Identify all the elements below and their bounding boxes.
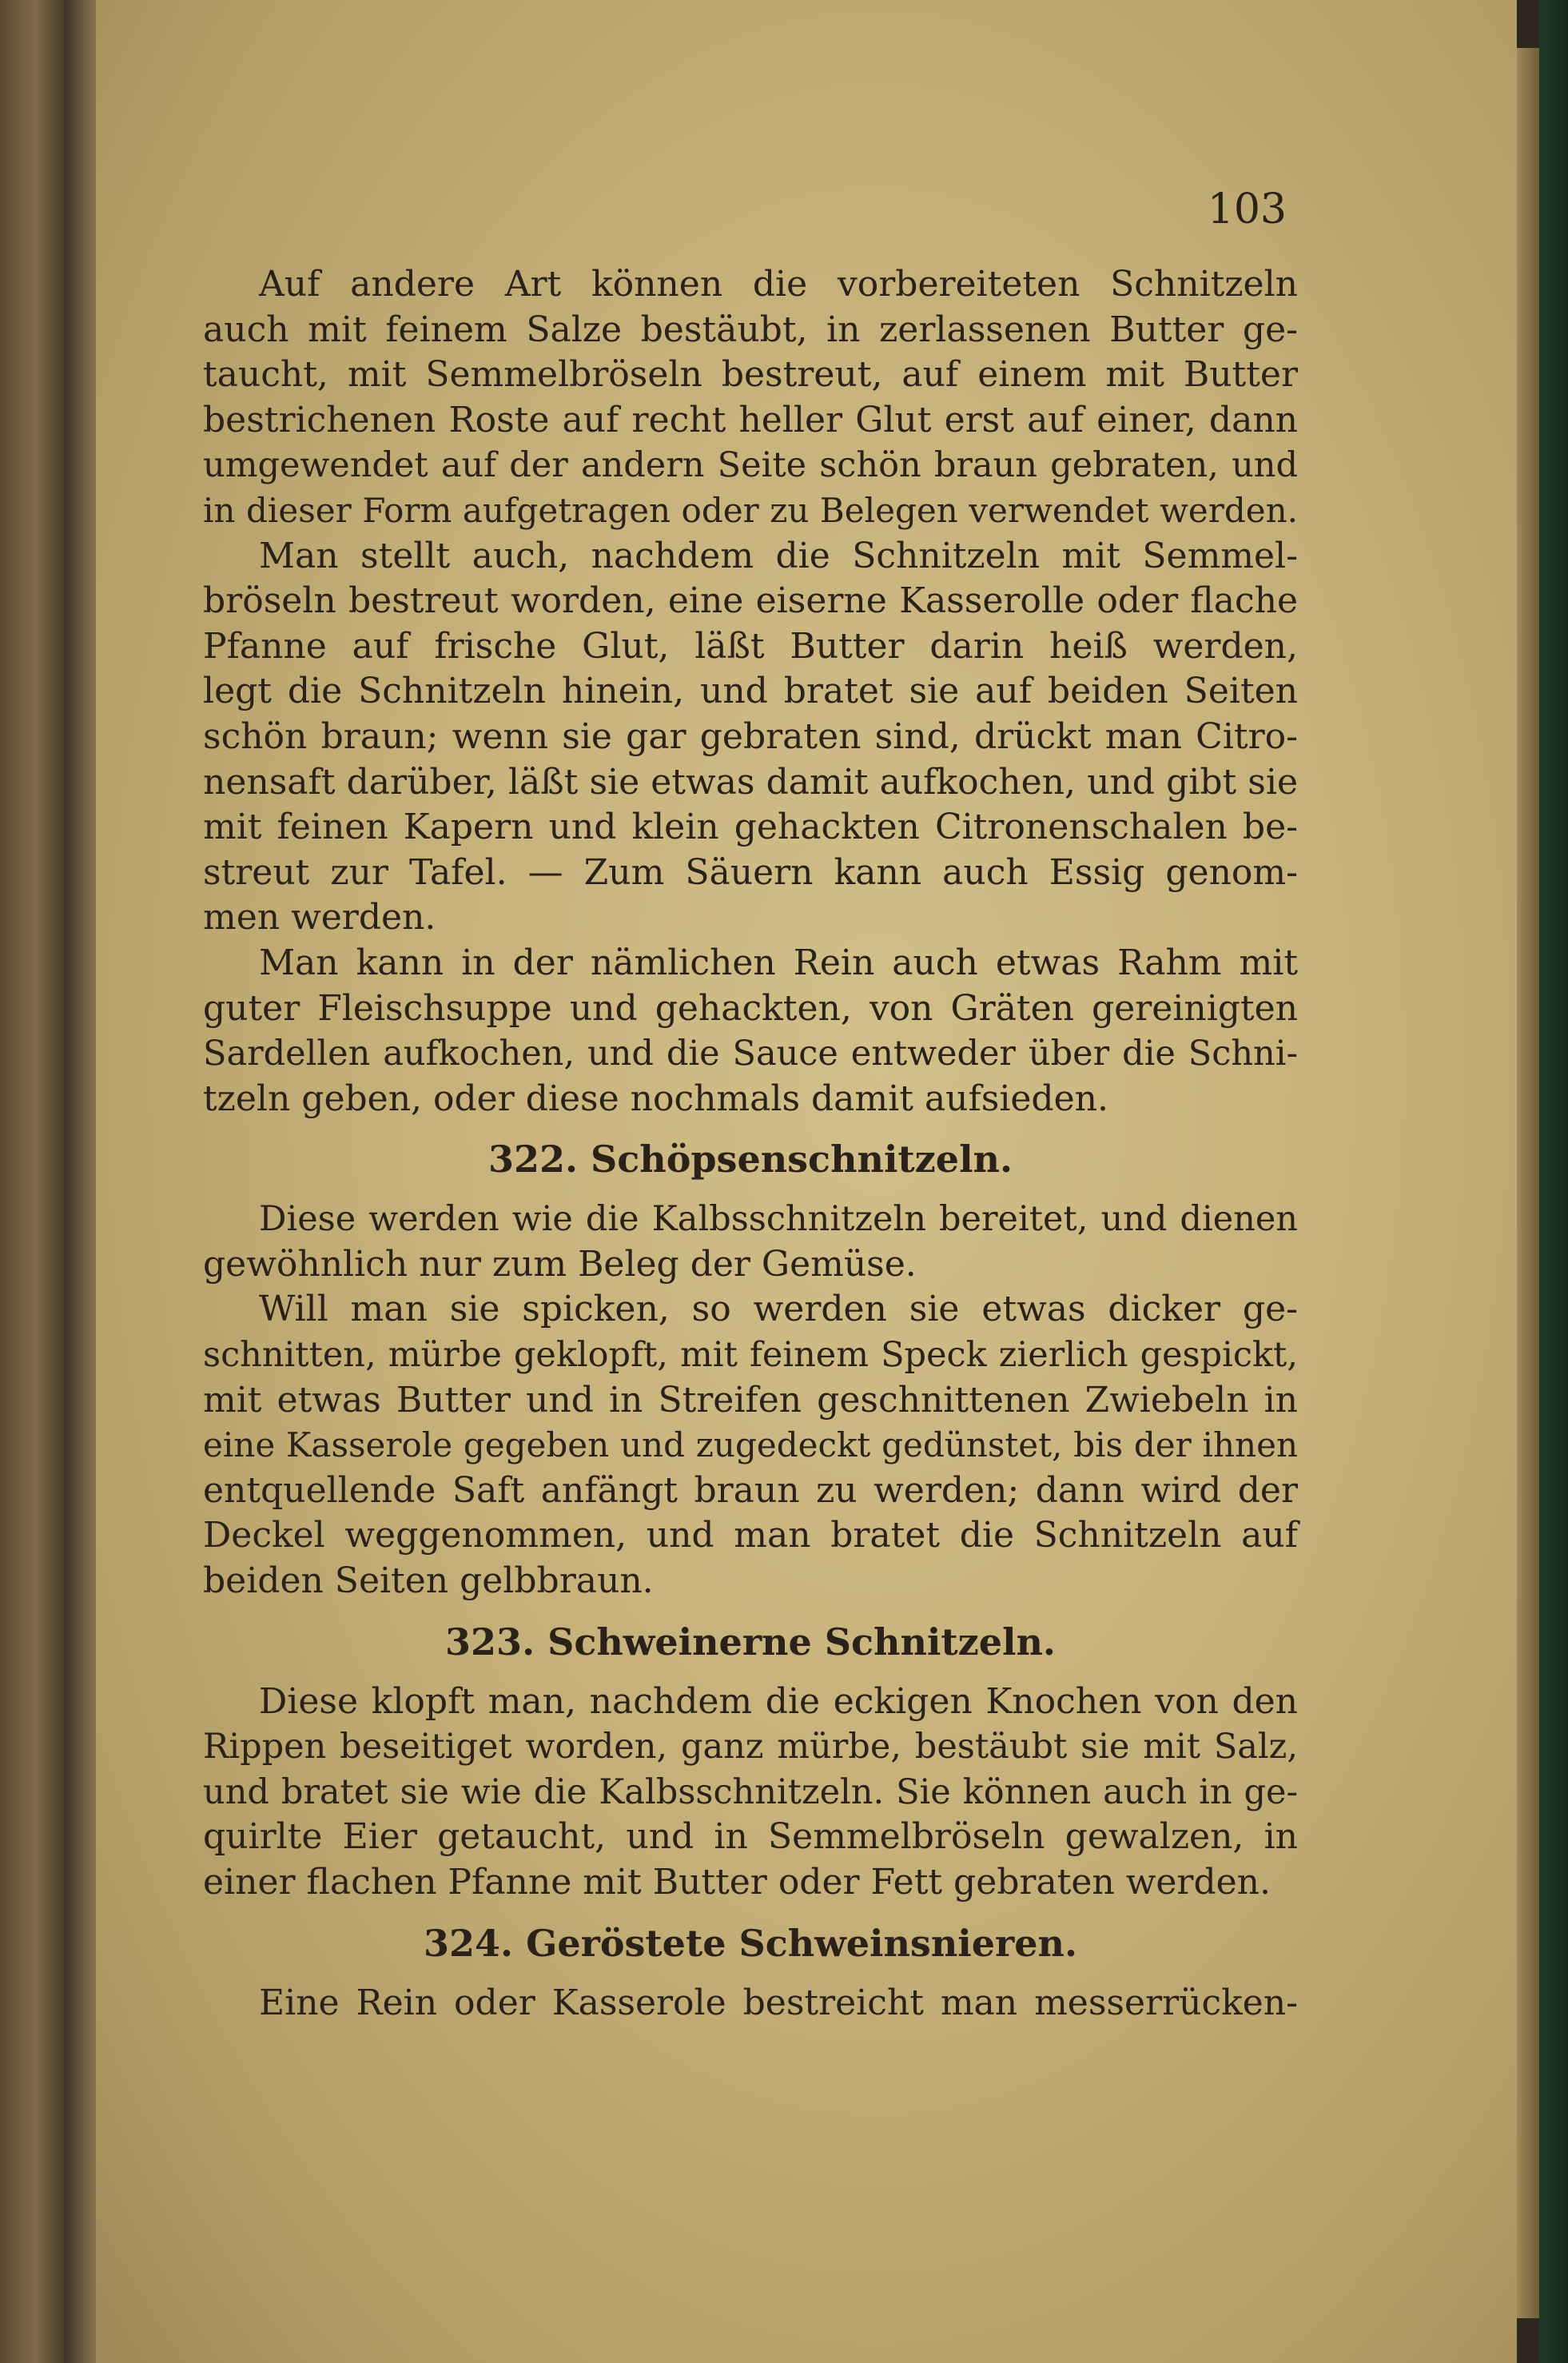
text-line: gewöhnlich nur zum Beleg der Gemüse.: [203, 1243, 917, 1285]
text-line: tzeln geben, oder diese nochmals damit aufsieden.: [203, 1078, 1108, 1119]
paragraph: [203, 1680, 1298, 1906]
text-line: schnitten, mürbe geklopft, mit feinem Speck zierlich gespickt,: [203, 1335, 1298, 1376]
text-line: streut zur Tafel. — Zum Säuern kann auch Essig genom-: [203, 851, 1298, 893]
book-binding: [1539, 0, 1568, 2363]
text-line: Sardellen aufkochen, und die Sauce entweder über die Schni-: [203, 1034, 1298, 1074]
section-heading: 323. Schweinerne Schnitzeln.: [445, 1620, 1056, 1664]
text-line: bröseln bestreut worden, eine eiserne Kasserolle oder flache: [203, 580, 1298, 622]
text-line: schön braun; wenn sie gar gebraten sind, drückt man Citro-: [203, 715, 1298, 757]
page-body: [203, 262, 1298, 2026]
text-line: Diese klopft man, nachdem die eckigen Knochen von den: [259, 1680, 1298, 1722]
text-line: mit etwas Butter und in Streifen geschnittenen Zwiebeln in: [203, 1379, 1298, 1421]
paragraph: [203, 941, 1298, 1122]
book-gutter: [64, 0, 96, 2363]
text-line: Man stellt auch, nachdem die Schnitzeln mit Semmel-: [259, 535, 1298, 576]
text-line: Auf andere Art können die vorbereiteten Schnitzeln: [259, 264, 1298, 305]
text-line: in dieser Form aufgetragen oder zu Belegen verwendet werden.: [203, 490, 1298, 530]
text-line: auch mit feinem Salze bestäubt, in zerlassenen Butter ge-: [203, 309, 1298, 350]
text-line: entquellende Saft anfängt braun zu werden; dann wird der: [203, 1469, 1298, 1511]
text-line: Will man sie spicken, so werden sie etwas dicker ge-: [259, 1289, 1298, 1330]
text-line: guter Fleischsuppe und gehackten, von Gräten gereinigten: [203, 987, 1298, 1029]
paragraph: [203, 1197, 1298, 1287]
page-number: 103: [1207, 185, 1287, 233]
text-line: nensaft darüber, läßt sie etwas damit aufkochen, und gibt sie: [203, 761, 1298, 803]
paragraph: [203, 534, 1298, 941]
text-line: mit feinen Kapern und klein gehackten Citronenschalen be-: [203, 807, 1298, 848]
text-line: legt die Schnitzeln hinein, und bratet sie auf beiden Seiten: [203, 671, 1298, 712]
text-line: Man kann in der nämlichen Rein auch etwas Rahm mit: [259, 942, 1298, 983]
section-heading: 322. Schöpsenschnitzeln.: [488, 1138, 1013, 1182]
left-page-edge: [0, 0, 64, 2363]
text-line: Rippen beseitiget worden, ganz mürbe, bestäubt sie mit Salz,: [203, 1727, 1298, 1767]
text-line: men werden.: [203, 897, 436, 938]
page-stack-edge: [1517, 48, 1539, 2318]
text-line: einer flachen Pfanne mit Butter oder Fett gebraten werden.: [203, 1862, 1271, 1903]
text-line: beiden Seiten gelbbraun.: [203, 1560, 654, 1602]
paragraph: [203, 1287, 1298, 1604]
text-line: bestrichenen Roste auf recht heller Glut erst auf einer, dann: [203, 399, 1298, 440]
text-line: Diese werden wie die Kalbsschnitzeln bereitet, und dienen: [259, 1199, 1298, 1240]
text-line: und bratet sie wie die Kalbsschnitzeln. Sie können auch in ge-: [203, 1771, 1298, 1812]
text-line: Deckel weggenommen, und man bratet die Schnitzeln auf: [203, 1515, 1298, 1556]
text-line: Eine Rein oder Kasserole bestreicht man messerrücken-: [259, 1982, 1298, 2023]
section-heading: 324. Geröstete Schweinsnieren.: [424, 1921, 1077, 1965]
text-line: eine Kasserole gegeben und zugedeckt gedünstet, bis der ihnen: [203, 1425, 1298, 1465]
text-line: Pfanne auf frische Glut, läßt Butter darin heiß werden,: [203, 625, 1298, 667]
text-line: quirlte Eier getaucht, und in Semmelbröseln gewalzen, in: [203, 1816, 1298, 1858]
paragraph: [203, 1981, 1298, 2026]
paragraph: [203, 262, 1298, 534]
text-line: umgewendet auf der andern Seite schön braun gebraten, und: [203, 445, 1298, 486]
text-line: taucht, mit Semmelbröseln bestreut, auf einem mit Butter: [203, 354, 1298, 396]
